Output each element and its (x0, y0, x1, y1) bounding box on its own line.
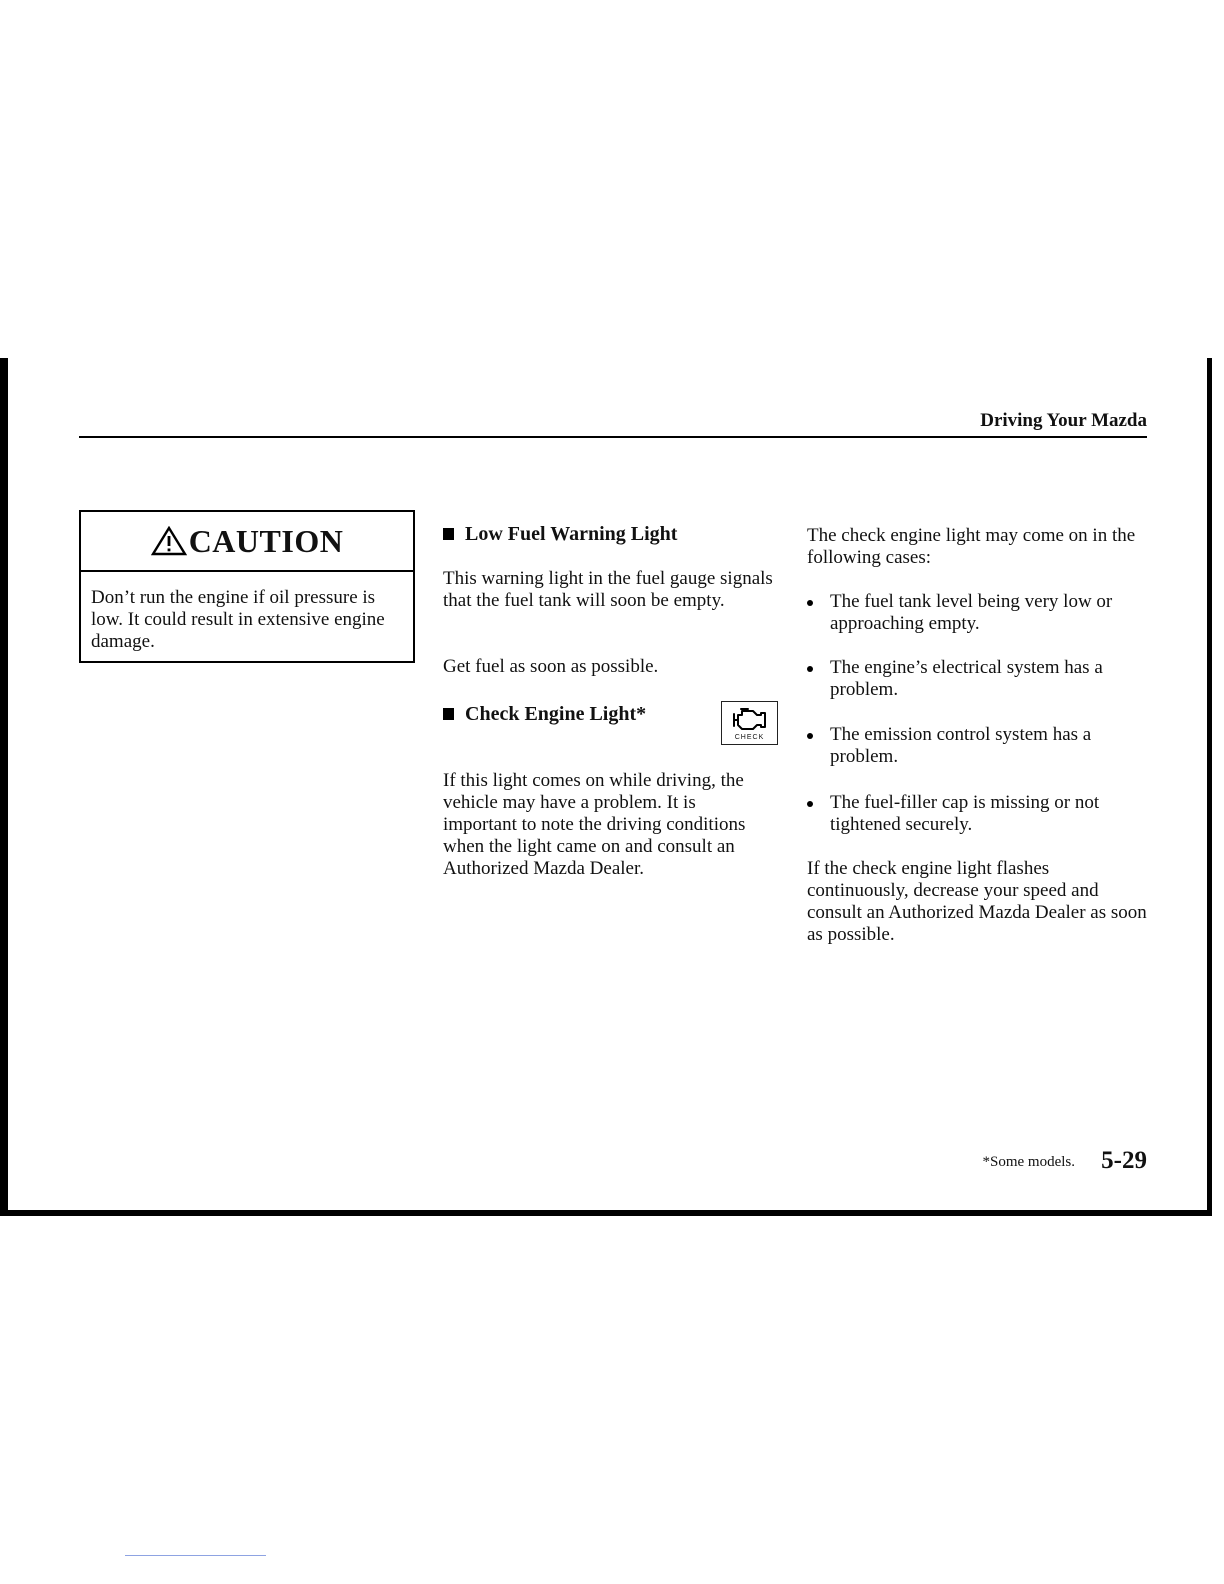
section-header-title: Driving Your Mazda (980, 410, 1147, 431)
check-engine-heading-text: Check Engine Light* (465, 703, 647, 725)
bullet-dot (807, 733, 813, 739)
heading-square-bullet (443, 708, 454, 720)
right-border-bar (1207, 358, 1212, 1216)
bullet-dot (807, 600, 813, 606)
header-rule (79, 436, 1147, 438)
flashing-light-paragraph: If the check engine light flashes continuously, decrease your speed and consult an Authorized Mazda Dealer as soon as possible. (807, 858, 1147, 945)
low-fuel-paragraph: This warning light in the fuel gauge signals that the fuel tank will soon be empty. (443, 568, 773, 611)
bottom-border-bar (0, 1210, 1212, 1216)
caution-body-text: Don’t run the engine if oil pressure is low. It could result in extensive engine damage. (91, 587, 385, 652)
list-item-text: The fuel tank level being very low or approaching empty. (830, 591, 1113, 634)
heading-square-bullet (443, 528, 454, 540)
list-item-text: The emission control system has a problem. (830, 724, 1092, 767)
bullet-dot (807, 666, 813, 672)
caution-header (81, 512, 413, 572)
check-engine-indicator-icon (721, 701, 778, 745)
low-fuel-advice: Get fuel as soon as possible. (443, 656, 659, 677)
low-fuel-heading-text: Low Fuel Warning Light (465, 523, 678, 545)
left-border-bar (0, 358, 8, 1216)
engine-icon (731, 706, 769, 732)
page-number: 5-29 (1101, 1147, 1147, 1174)
low-fuel-heading (443, 522, 773, 546)
list-item-text: The engine’s electrical system has a problem. (830, 657, 1103, 700)
caution-title: CAUTION (188, 522, 344, 559)
check-engine-paragraph: If this light comes on while driving, the vehicle may have a problem. It is important to note the driving conditions when the light came on and consult an Authorized Mazda Dealer. (443, 770, 746, 879)
footnote: *Some models. (982, 1154, 1075, 1170)
caution-box (79, 510, 415, 663)
check-label: CHECK (734, 734, 765, 741)
list-item-text: The fuel-filler cap is missing or not tightened securely. (830, 792, 1100, 835)
bottom-link-line (125, 1555, 266, 1556)
cases-intro: The check engine light may come on in the following cases: (807, 525, 1136, 568)
bullet-dot (807, 801, 813, 807)
warning-triangle-icon (151, 526, 187, 556)
